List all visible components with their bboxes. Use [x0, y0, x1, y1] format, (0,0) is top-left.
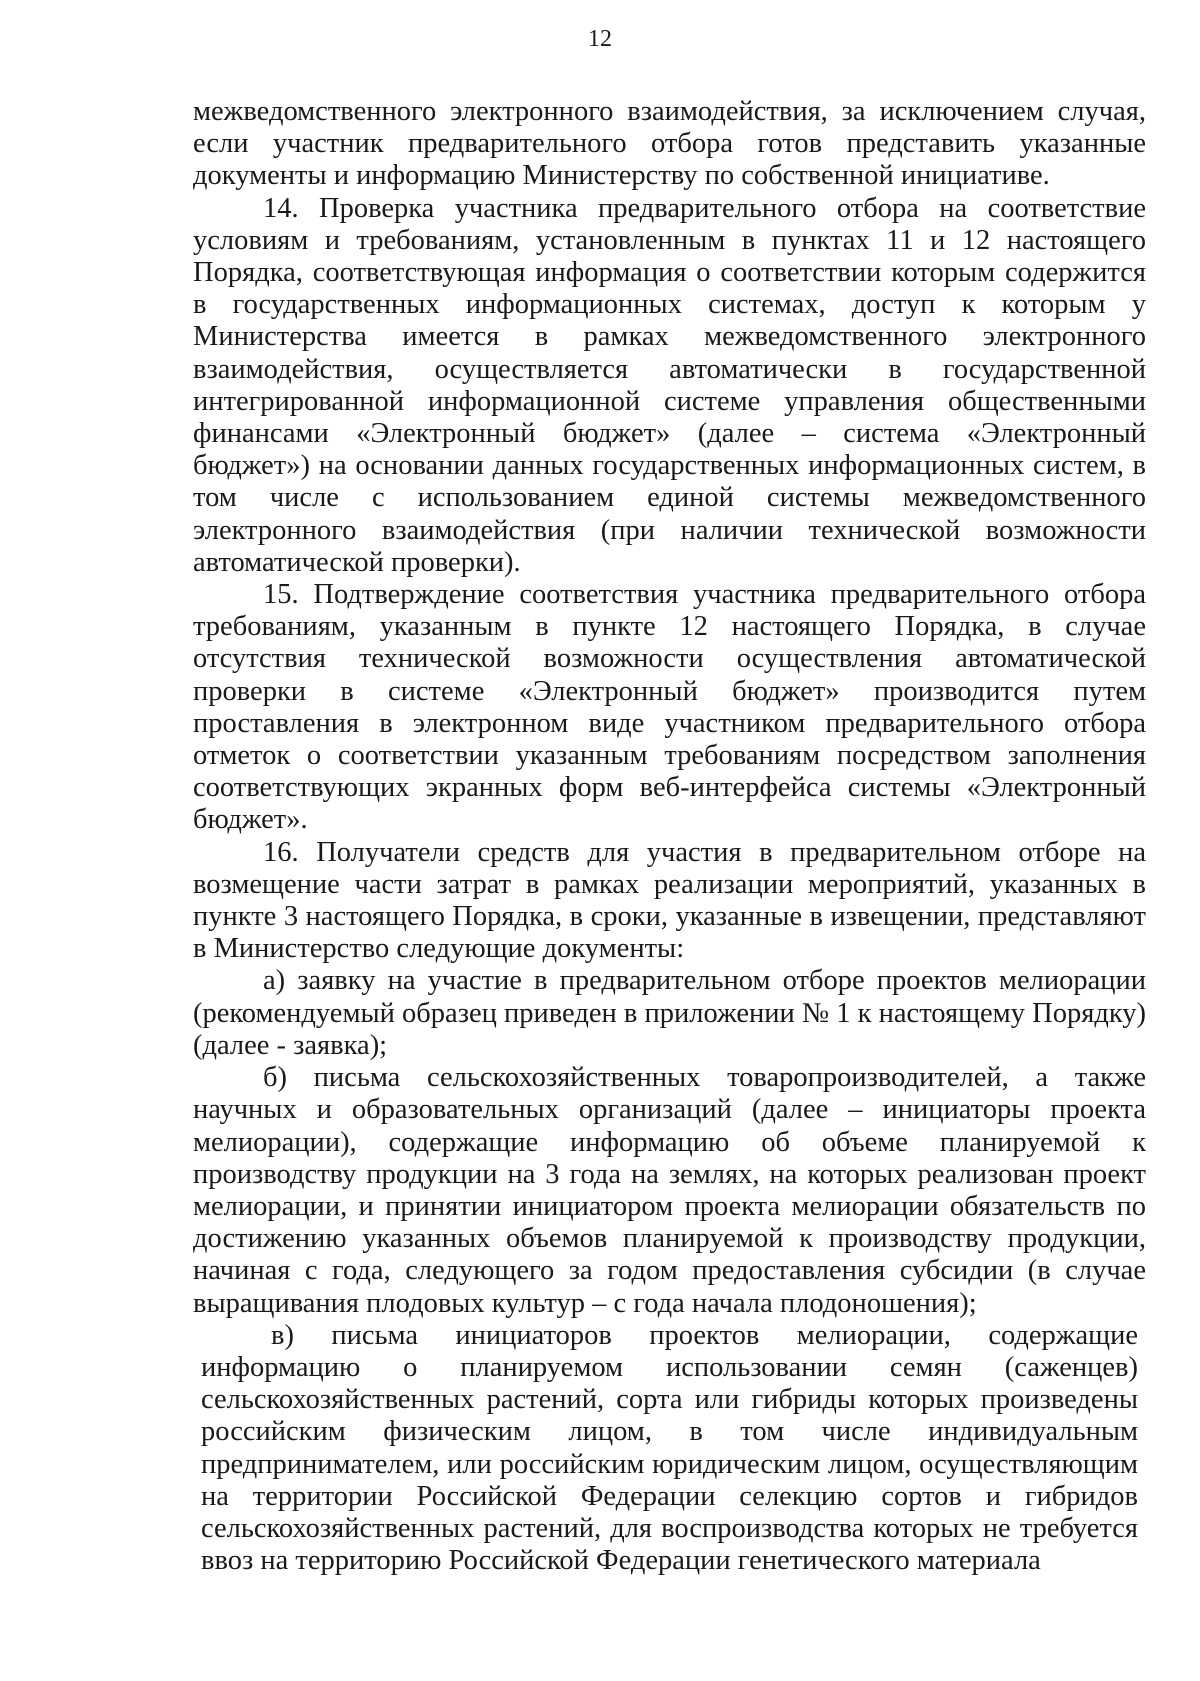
- subitem-v: в) письма инициаторов проектов мелиорации, содержащие информацию о планируемом использовании семян (саженцев) сельскохозяйственных растений, сорта или гибриды которых произведены российским физическим лицом, в том числе индивидуальным предпринимателем, или российским юридическим лицом, осуществляющим на территории Российской Федерации селекцию сортов и гибридов сельскохозяйственных растений, для воспроизводства которых не требуется ввоз на территорию Российской Федерации генетического материала: [201, 1319, 1138, 1577]
- paragraph-item-14: 14. Проверка участника предварительного отбора на соответствие условиям и требованиям, установленным в пунктах 11 и 12 настоящего Порядка, соответствующая информация о соответствии которым содержится в государственных информационных системах, доступ к которым у Министерства имеется в рамках межведомственного электронного взаимодействия, осуществляется автоматически в государственной интегрированной информационной системе управления общественными финансами «Электронный бюджет» (далее – система «Электронный бюджет») на основании данных государственных информационных систем, в том числе с использованием единой системы межведомственного электронного взаимодействия (при наличии технической возможности автоматической проверки).: [193, 192, 1146, 578]
- paragraph-item-15: 15. Подтверждение соответствия участника предварительного отбора требованиям, указанным в пункте 12 настоящего Порядка, в случае отсутствия технической возможности осуществления автоматической проверки в системе «Электронный бюджет» производится путем проставления в электронном виде участником предварительного отбора отметок о соответствии указанным требованиям посредством заполнения соответствующих экранных форм веб-интерфейса системы «Электронный бюджет».: [193, 579, 1146, 836]
- subitem-a: а) заявку на участие в предварительном отборе проектов мелиорации (рекомендуемый образец приведен в приложении № 1 к настоящему Порядку) (далее - заявка);: [193, 965, 1146, 1061]
- document-body: [193, 96, 1146, 1577]
- paragraph-continuation: межведомственного электронного взаимодействия, за исключением случая, если участник предварительного отбора готов представить указанные документы и информацию Министерству по собственной инициативе.: [193, 96, 1146, 192]
- subitem-b: б) письма сельскохозяйственных товаропроизводителей, а также научных и образовательных организаций (далее – инициаторы проекта мелиорации), содержащие информацию об объеме планируемой к производству продукции на 3 года на землях, на которых реализован проект мелиорации, и принятии инициатором проекта мелиорации обязательств по достижению указанных объемов планируемой к производству продукции, начиная с года, следующего за годом предоставления субсидии (в случае выращивания плодовых культур – с года начала плодоношения);: [193, 1062, 1146, 1319]
- page-number: 12: [588, 26, 612, 52]
- paragraph-item-16: 16. Получатели средств для участия в предварительном отборе на возмещение части затрат в рамках реализации мероприятий, указанных в пункте 3 настоящего Порядка, в сроки, указанные в извещении, представляют в Министерство следующие документы:: [193, 836, 1146, 965]
